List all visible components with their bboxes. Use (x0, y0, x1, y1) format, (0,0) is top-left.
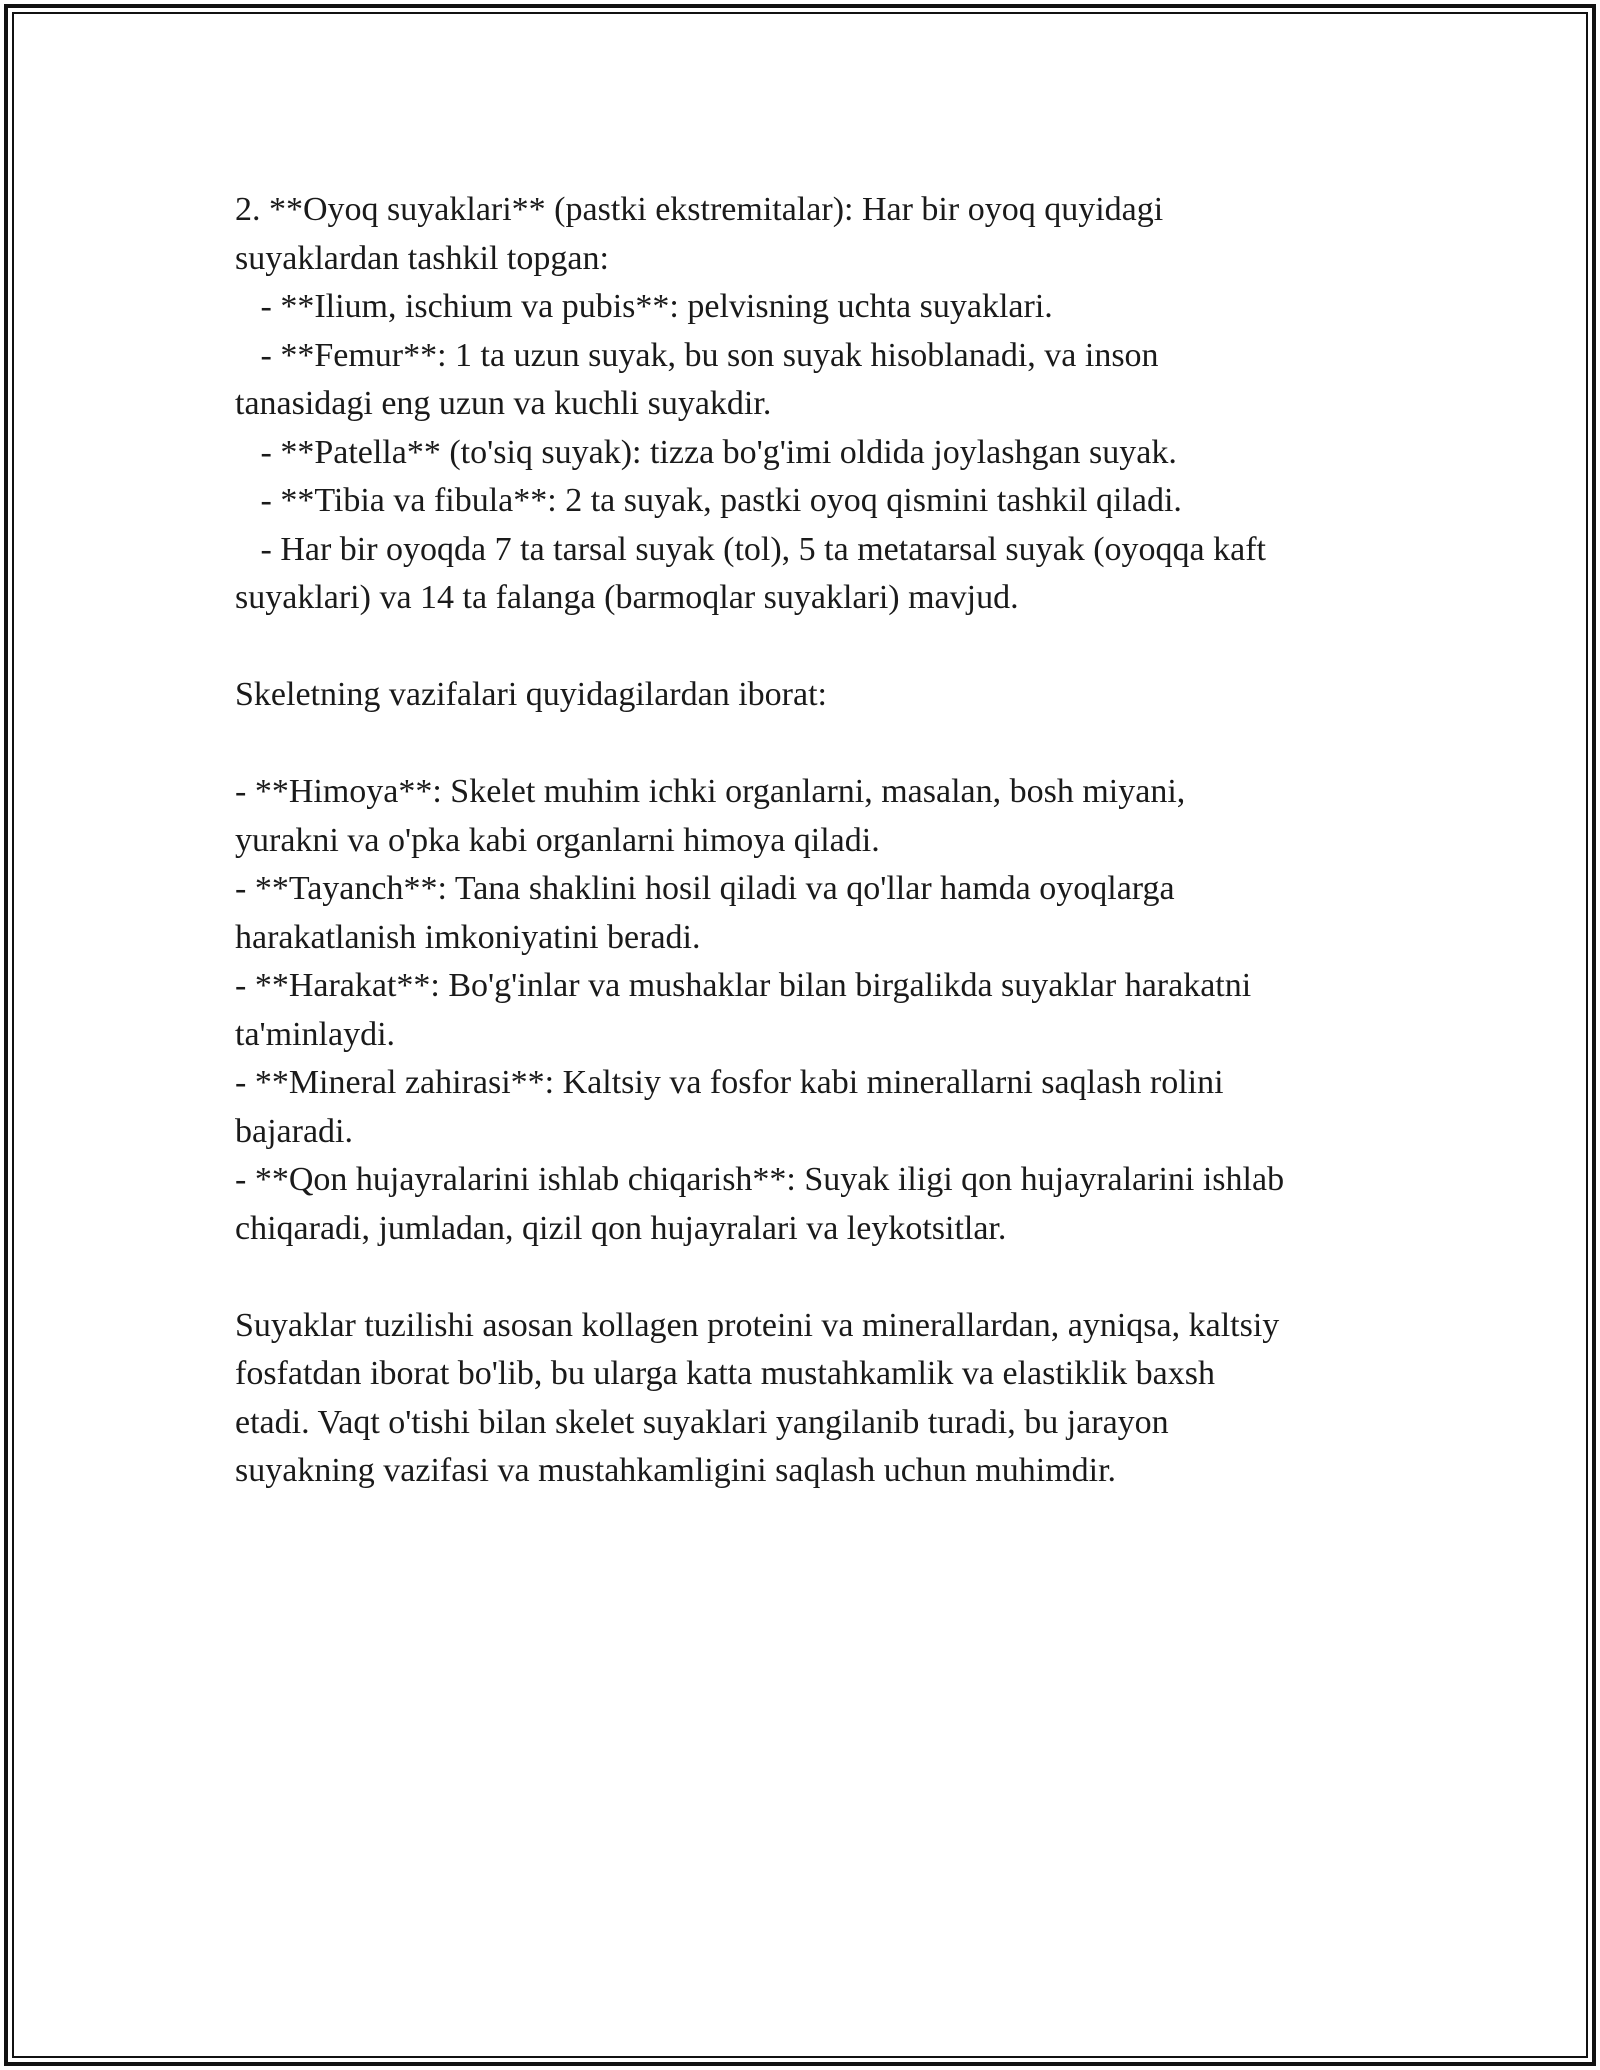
function-himoya-line-2: yurakni va o'pka kabi organlarni himoya qiladi. (235, 821, 880, 859)
list-item-foot-line-1: - Har bir oyoqda 7 ta tarsal suyak (tol), 5 ta metatarsal suyak (oyoqqa kaft (235, 530, 1267, 568)
section-functions (235, 768, 1385, 1253)
document-body (235, 186, 1385, 1496)
spacer (235, 1253, 1385, 1302)
list-item-femur-line-1: - **Femur**: 1 ta uzun suyak, bu son suyak hisoblanadi, va inson (235, 336, 1159, 374)
list-item-femur-line-2: tanasidagi eng uzun va kuchli suyakdir. (235, 385, 772, 422)
list-item-foot-line-2: suyaklari) va 14 ta falanga (barmoqlar suyaklari) mavjud. (235, 579, 1019, 616)
list-item-patella: - **Patella** (to'siq suyak): tizza bo'g'imi oldida joylashgan suyak. (235, 433, 1177, 471)
closing-line-4: suyakning vazifasi va mustahkamligini saqlash uchun muhimdir. (235, 1452, 1117, 1489)
closing-line-3: etadi. Vaqt o'tishi bilan skelet suyaklari yangilanib turadi, bu jarayon (235, 1403, 1169, 1441)
closing-line-1: Suyaklar tuzilishi asosan kollagen proteini va minerallardan, ayniqsa, kaltsiy (235, 1306, 1280, 1344)
closing-paragraph (235, 1302, 1385, 1496)
function-qon-line-2: chiqaradi, jumladan, qizil qon hujayralari va leykotsitlar. (235, 1209, 1007, 1247)
function-himoya-line-1: - **Himoya**: Skelet muhim ichki organlarni, masalan, bosh miyani, (235, 773, 1186, 810)
spacer (235, 720, 1385, 769)
function-qon-line-1: - **Qon hujayralarini ishlab chiqarish**: Suyak iligi qon hujayralarini ishlab (235, 1161, 1285, 1198)
function-harakat-line-1: - **Harakat**: Bo'g'inlar va mushaklar bilan birgalikda suyaklar harakatni (235, 967, 1252, 1004)
function-mineral-line-1: - **Mineral zahirasi**: Kaltsiy va fosfor kabi minerallarni saqlash rolini (235, 1064, 1224, 1101)
function-tayanch-line-1: - **Tayanch**: Tana shaklini hosil qiladi va qo'llar hamda oyoqlarga (235, 870, 1175, 907)
closing-line-2: fosfatdan iborat bo'lib, bu ularga katta mustahkamlik va elastiklik baxsh (235, 1355, 1215, 1392)
list-item-tibia-fibula: - **Tibia va fibula**: 2 ta suyak, pastki oyoq qismini tashkil qiladi. (235, 482, 1182, 519)
leg-bones-intro-line-1: 2. **Oyoq suyaklari** (pastki ekstremitalar): Har bir oyoq quyidagi (235, 191, 1164, 228)
leg-bones-intro-line-2: suyaklardan tashkil topgan: (235, 239, 609, 277)
function-mineral-line-2: bajaradi. (235, 1112, 353, 1150)
section-leg-bones (235, 186, 1385, 623)
list-item-pelvis: - **Ilium, ischium va pubis**: pelvisning uchta suyaklari. (235, 288, 1053, 325)
function-tayanch-line-2: harakatlanish imkoniyatini beradi. (235, 918, 701, 956)
function-harakat-line-2: ta'minlaydi. (235, 1015, 396, 1053)
spacer (235, 623, 1385, 672)
functions-heading: Skeletning vazifalari quyidagilardan iborat: (235, 676, 827, 713)
